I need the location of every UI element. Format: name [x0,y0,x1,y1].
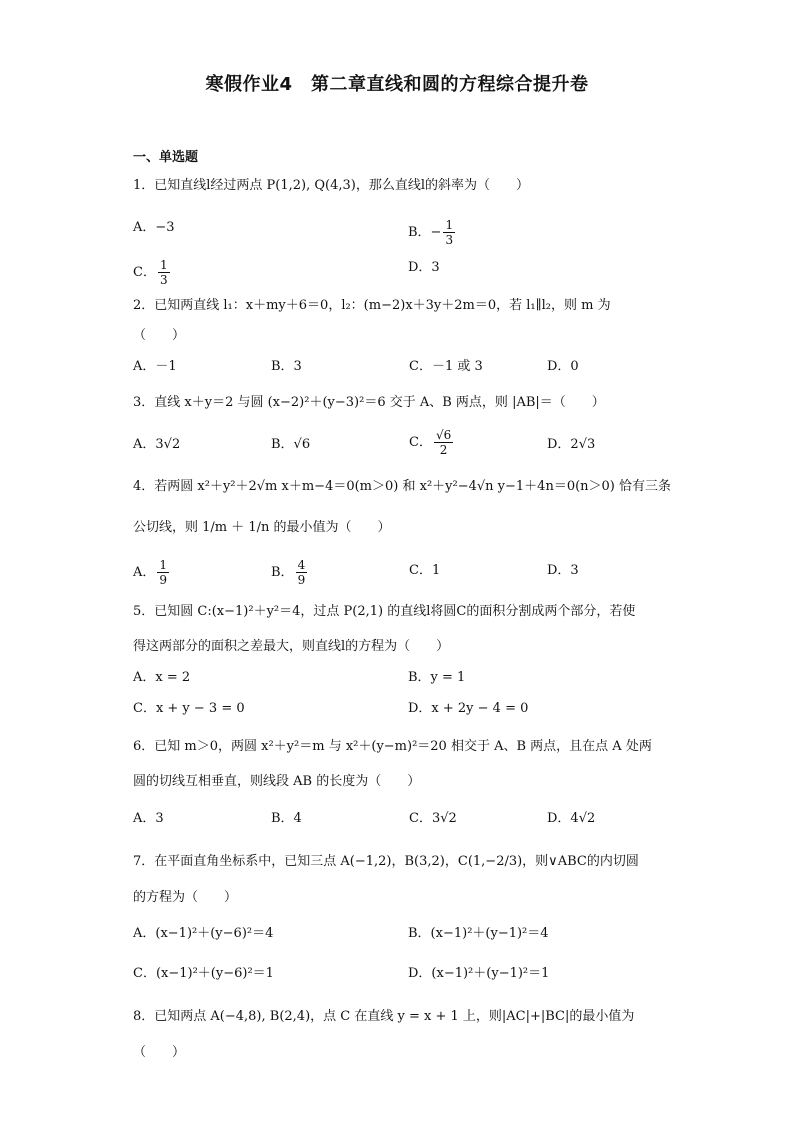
question-8-stem-line-2: （ ） [133,1045,186,1060]
q3-option-b: B．√6 [271,437,311,452]
q1-option-b-fraction: $\frac{1}{3}$ [445,218,454,247]
q5-option-c: C．x + y − 3 = 0 [133,701,245,716]
question-5-stem-line-2: 得这两部分的面积之差最大，则直线l的方程为（ ） [133,639,450,654]
q4-option-d: D．3 [547,563,579,578]
q7-option-d: D．(x−1)²＋(y−1)²＝1 [408,966,550,981]
q1-option-d: D．3 [408,260,440,275]
q5-option-a: A．x = 2 [133,670,191,685]
question-3-stem: 3．直线 x＋y＝2 与圆 (x−2)²＋(y−3)²＝6 交于 A、B 两点，则 |AB|＝（ ） [133,395,605,410]
section-heading: 一、单选题 [133,150,199,165]
q1-option-c: C． $\frac{1}{3}$ [133,258,168,287]
q2-option-c: C．－1 或 3 [409,359,483,374]
question-8-stem-line-1: 8．已知两点 A(−4,8), B(2,4)，点 C 在直线 y = x + 1 上，则|AC|+|BC|的最小值为 [133,1009,635,1024]
q4-option-c: C．1 [409,563,441,578]
q4-option-b: B． $\frac{4}{9}$ [271,558,306,587]
q3-option-d: D．2√3 [547,437,596,452]
q7-option-c: C．(x−1)²＋(y−6)²＝1 [133,966,274,981]
q6-option-c: C．3√2 [409,811,457,826]
q2-option-d: D．0 [547,359,579,374]
question-2-stem-line-1: 2．已知两直线 l₁：x＋my＋6＝0，l₂：(m−2)x＋3y＋2m＝0，若 l₁∥l₂，则 m 为 [133,298,611,313]
q4-option-a: A． $\frac{1}{9}$ [133,558,168,587]
question-6-stem-line-1: 6．已知 m＞0，两圆 x²＋y²＝m 与 x²＋(y−m)²＝20 相交于 A、B 两点，且在点 A 处两 [133,739,652,754]
q1-option-b: B．− $\frac{1}{3}$ [408,218,454,247]
q3-option-c: C． $\frac{√6}{2}$ [409,428,452,457]
question-4-stem-line-1: 4．若两圆 x²＋y²＋2√m x＋m−4＝0(m＞0) 和 x²＋y²−4√n y−1＋4n＝0(n＞0) 恰有三条 [133,479,672,494]
q4-option-a-fraction: $\frac{1}{9}$ [159,558,168,587]
q4-option-b-fraction: $\frac{4}{9}$ [297,558,306,587]
question-7-stem-line-1: 7．在平面直角坐标系中，已知三点 A(−1,2)，B(3,2)，C(1,−2/3)，则∨ABC的内切圆 [133,854,639,869]
q7-option-b: B．(x−1)²＋(y−1)²＝4 [408,926,549,941]
question-6-stem-line-2: 圆的切线互相垂直，则线段 AB 的长度为（ ） [133,774,421,789]
q6-option-d: D．4√2 [547,811,596,826]
q2-option-a: A．－1 [133,359,177,374]
q3-option-c-fraction: $\frac{√6}{2}$ [435,428,452,457]
q5-option-b: B．y = 1 [408,670,466,685]
page-title: 寒假作业4 第二章直线和圆的方程综合提升卷 [205,74,589,95]
q3-option-a: A．3√2 [133,437,181,452]
q1-option-a: A．−3 [133,220,175,235]
q6-option-a: A．3 [133,811,164,826]
question-5-stem-line-1: 5．已知圆 C:(x−1)²＋y²＝4，过点 P(2,1) 的直线l将圆C的面积分割成两个部分，若使 [133,604,636,619]
question-4-stem-line-2: 公切线，则 1/m ＋ 1/n 的最小值为（ ） [133,520,391,535]
q5-option-d: D．x + 2y − 4 = 0 [408,701,529,716]
question-1-stem: 1．已知直线l经过两点 P(1,2), Q(4,3)，那么直线l的斜率为（ ） [133,178,530,193]
q7-option-a: A．(x−1)²＋(y−6)²＝4 [133,926,274,941]
q1-option-c-fraction: $\frac{1}{3}$ [159,258,168,287]
question-2-stem-line-2: （ ） [133,328,186,343]
q2-option-b: B．3 [271,359,302,374]
q6-option-b: B．4 [271,811,302,826]
question-7-stem-line-2: 的方程为（ ） [133,890,238,905]
